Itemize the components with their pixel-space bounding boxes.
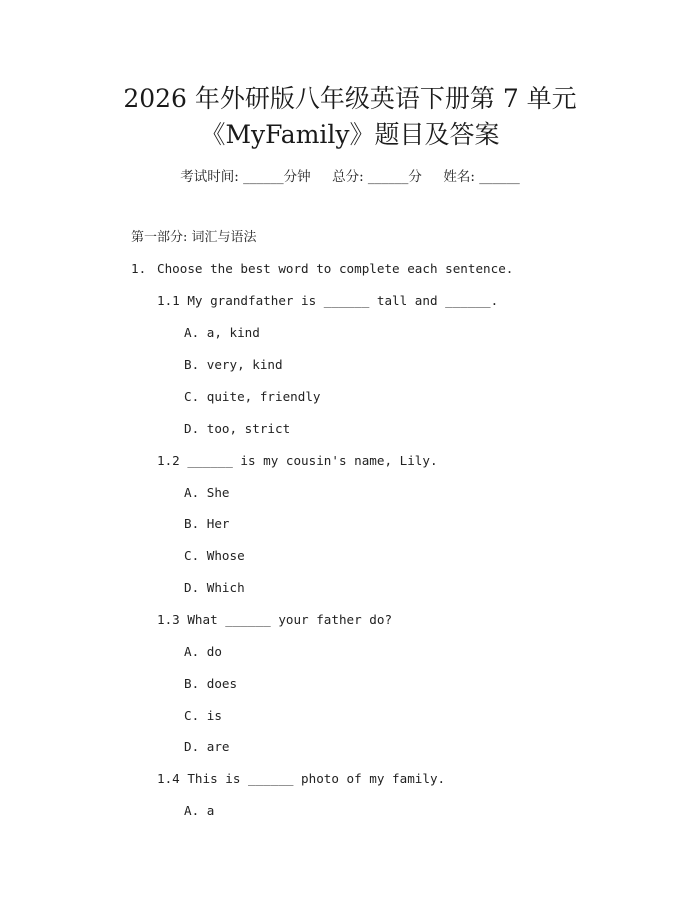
document-title-line-1: 2026 年外研版八年级英语下册第 7 单元 bbox=[123, 84, 577, 113]
option-1-3-c: C. is bbox=[184, 708, 222, 723]
option-1-1-b: B. very, kind bbox=[184, 357, 283, 372]
option-1-2-b: B. Her bbox=[184, 516, 230, 531]
subquestion-1-2: 1.2 ______ is my cousin's name, Lily. bbox=[157, 453, 438, 468]
option-1-1-a: A. a, kind bbox=[184, 325, 260, 340]
subquestion-1-4: 1.4 This is ______ photo of my family. bbox=[157, 771, 446, 786]
option-1-3-b: B. does bbox=[184, 676, 238, 691]
option-1-2-d: D. Which bbox=[184, 580, 245, 595]
option-1-1-c: C. quite, friendly bbox=[184, 389, 321, 404]
question-number: 1. bbox=[131, 261, 147, 276]
question-instruction: Choose the best word to complete each sentence. bbox=[157, 261, 514, 276]
option-1-2-c: C. Whose bbox=[184, 548, 245, 563]
exam-info-line: 考试时间: ______分钟 总分: ______分 姓名: ______ bbox=[180, 169, 520, 185]
document-title-line-2: 《MyFamily》题目及答案 bbox=[200, 120, 500, 149]
option-1-2-a: A. She bbox=[184, 485, 230, 500]
option-1-3-a: A. do bbox=[184, 644, 222, 659]
section-heading: 第一部分: 词汇与语法 bbox=[131, 230, 257, 245]
subquestion-1-1: 1.1 My grandfather is ______ tall and ______. bbox=[157, 293, 499, 308]
option-1-3-d: D. are bbox=[184, 739, 230, 754]
option-1-4-a: A. a bbox=[184, 803, 215, 818]
subquestion-1-3: 1.3 What ______ your father do? bbox=[157, 612, 393, 627]
option-1-1-d: D. too, strict bbox=[184, 421, 291, 436]
